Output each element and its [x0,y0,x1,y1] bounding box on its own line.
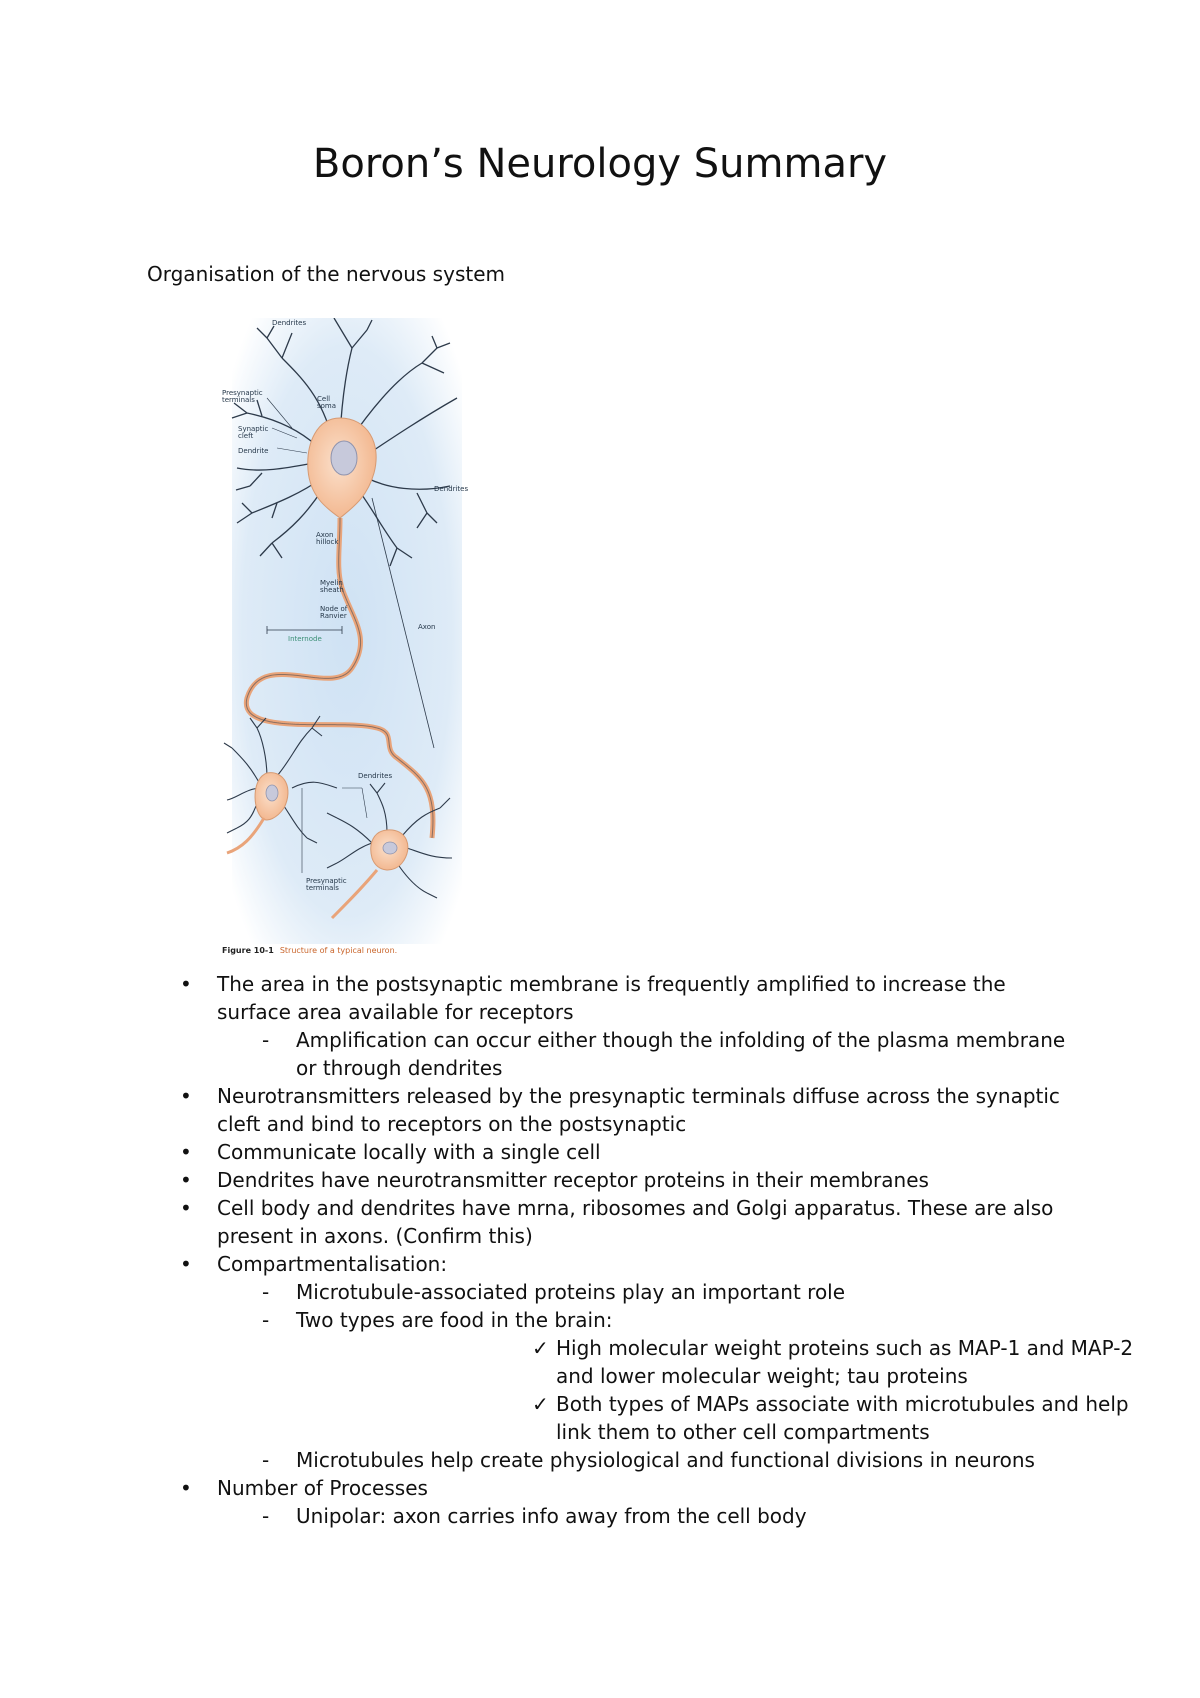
label-synaptic-cleft: Synaptic cleft [238,425,269,441]
sub-list-item [217,1306,1134,1446]
section-heading: Organisation of the nervous system [147,262,505,286]
check-list [296,1334,1134,1446]
sub-list-item: - Unipolar: axon carries info away from the cell body [217,1502,1075,1530]
label-dendrites-right: Dendrites [434,485,469,493]
label-internode: Internode [288,635,322,643]
checkmark-icon: ✓ [532,1392,549,1416]
check-list-item-text: Both types of MAPs associate with microtubules and help link them to other cell compartments [556,1392,1129,1444]
list-item-text: Number of Processes [217,1476,428,1500]
nucleus [331,441,357,475]
list-item: • Neurotransmitters released by the presynaptic terminals diffuse across the synaptic cleft and bind to receptors on the postsynaptic [175,1082,1075,1138]
figure-caption [222,946,397,955]
sub-list-item-text: Two types are food in the brain: [296,1308,613,1332]
list-item: • Cell body and dendrites have mrna, ribosomes and Golgi apparatus. These are also present in axons. (Confirm this) [175,1194,1075,1250]
sub-list-item: - Microtubule-associated proteins play an important role [217,1278,1075,1306]
document-title: Boron’s Neurology Summary [312,141,888,187]
sub-list [217,1278,1134,1474]
list-item [175,1250,1134,1474]
check-list-item [532,1390,1156,1446]
list-item: • Communicate locally with a single cell [175,1138,1075,1166]
list-item-text: Compartmentalisation: [217,1252,448,1276]
sub-list [217,1026,1075,1082]
label-cell-soma: Cell soma [317,395,337,411]
sub-list-item: - Microtubules help create physiological and functional divisions in neurons [217,1446,1075,1474]
label-axon-hillock: Axon hillock [316,531,339,547]
label-axon: Axon [418,623,436,631]
label-dendrites-top: Dendrites [272,319,307,327]
label-presynaptic-terminals-bottom: Presynaptic terminals [306,877,347,893]
label-dendrite: Dendrite [238,447,269,455]
neuron-figure [222,318,472,958]
list-item [175,970,1075,1082]
check-list-item-text: High molecular weight proteins such as MAP-1 and MAP-2 and lower molecular weight; tau proteins [556,1336,1134,1388]
checkmark-icon: ✓ [532,1336,549,1360]
figure-caption-text: Structure of a typical neuron. [279,946,398,955]
label-dendrites-bottom: Dendrites [358,772,393,780]
list-item: • Dendrites have neurotransmitter receptor proteins in their membranes [175,1166,1075,1194]
sub-list-item: - Amplification can occur either though the infolding of the plasma membrane or through dendrites [217,1026,1075,1082]
label-presynaptic-terminals: Presynaptic terminals [222,389,263,405]
check-list-item [532,1334,1156,1390]
notes-list [175,970,1134,1530]
label-myelin-sheath: Myelin sheath [320,579,344,595]
label-node-of-ranvier: Node of Ranvier [320,605,348,621]
figure-number: Figure 10-1 [222,946,274,955]
list-item [175,1474,1075,1530]
sub-list [217,1502,1075,1530]
list-item-text: The area in the postsynaptic membrane is frequently amplified to increase the surface area available for receptors [217,972,1006,1024]
neuron-illustration [222,318,472,946]
